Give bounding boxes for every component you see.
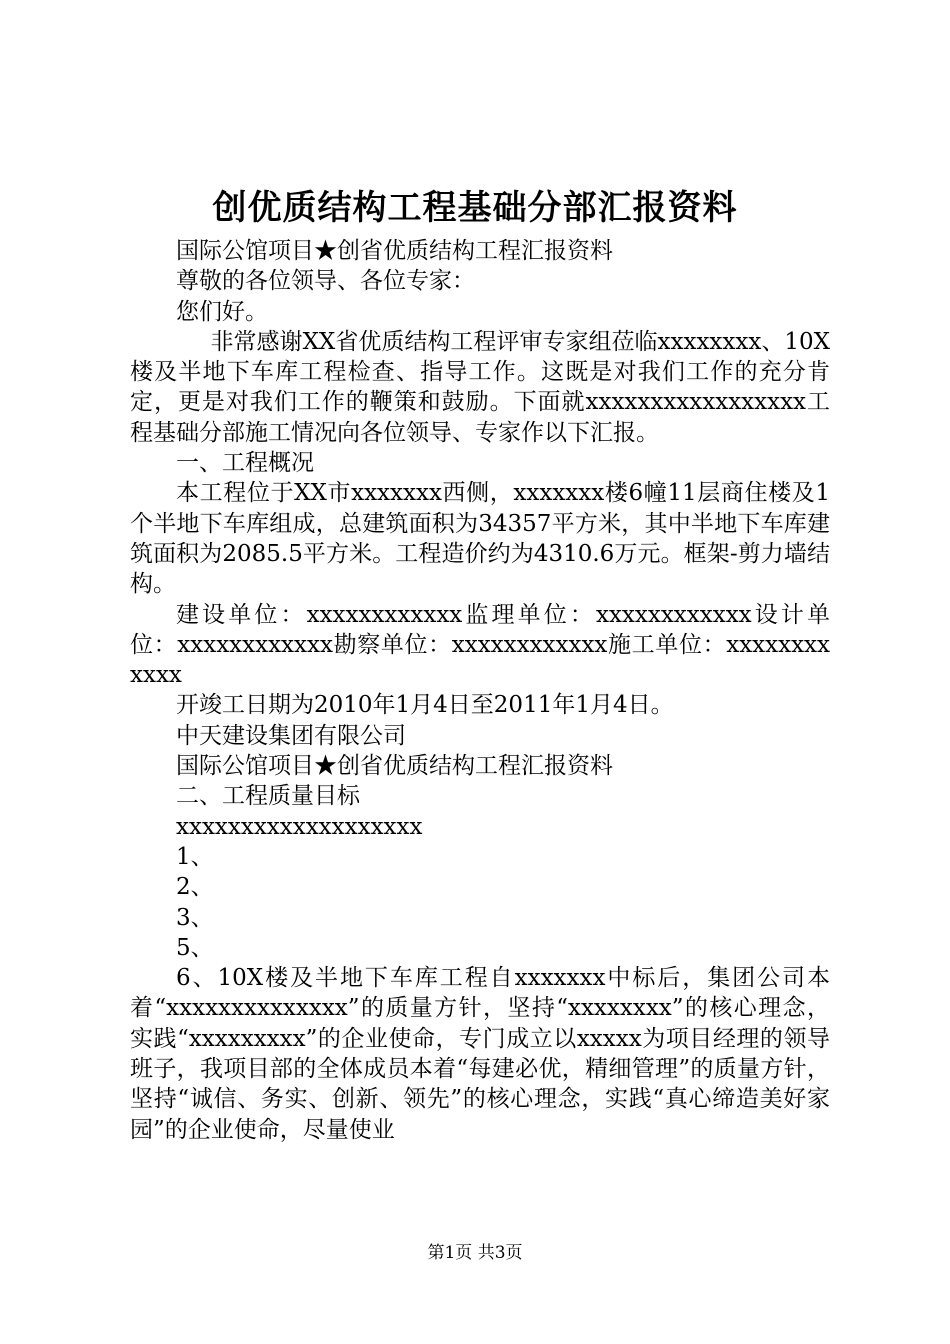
paragraph-quality-target: xxxxxxxxxxxxxxxxxxx: [176, 813, 423, 840]
paragraph-company: 中天建设集团有限公司: [176, 722, 406, 749]
paragraph-overview: 本工程位于XX市xxxxxxx西侧，xxxxxxx楼6幢11层商住楼及1个半地下车库组成，总建筑面积为34357平方米，其中半地下车库建筑面积为2085.5平方米。工程造价约为4310.6万元。框架-剪力墙结构。: [130, 480, 830, 598]
document-title: 创优质结构工程基础分部汇报资料: [212, 188, 738, 228]
list-item-2: 2、: [176, 874, 214, 901]
section-heading-overview: 一、工程概况: [176, 450, 314, 477]
list-item-3: 3、: [176, 904, 214, 931]
list-item-5: 5、: [176, 934, 214, 961]
paragraph-project-heading: 国际公馆项目★创省优质结构工程汇报资料: [176, 238, 613, 264]
paragraph-dates: 开竣工日期为2010年1月4日至2011年1月4日。: [176, 692, 674, 719]
list-item-1: 1、: [176, 843, 214, 870]
paragraph-units: 建设单位：xxxxxxxxxxxx监理单位：xxxxxxxxxxxx设计单位：xxxxxxxxxxxx勘察单位：xxxxxxxxxxxx施工单位：xxxxxxxxxxxx: [130, 601, 830, 689]
section-heading-quality-target: 二、工程质量目标: [176, 783, 360, 810]
paragraph-salutation: 尊敬的各位领导、各位专家：: [176, 268, 475, 295]
page-footer: 第1页 共3页: [427, 1243, 523, 1263]
paragraph-greeting: 您们好。: [176, 298, 268, 325]
document-body: [130, 236, 830, 1145]
list-item-6: 6、10X楼及半地下车库工程自xxxxxxx中标后，集团公司本着“xxxxxxxxxxxxxx”的质量方针，坚持“xxxxxxxx”的核心理念，实践“xxxxxxxxx”的企业使命，专门成立以xxxxx为项目经理的领导班子，我项目部的全体成员本着“每建必优，精细管理”的质量方针，坚持“诚信、务实、创新、领先”的核心理念，实践“真心缔造美好家园”的企业使命，尽量使业: [130, 965, 830, 1143]
paragraph-thanks: 非常感谢XX省优质结构工程评审专家组莅临xxxxxxxx、10X楼及半地下车库工程检查、指导工作。这既是对我们工作的充分肯定，更是对我们工作的鞭策和鼓励。下面就xxxxxxxxxxxxxxxxx工程基础分部施工情况向各位领导、专家作以下汇报。: [130, 328, 830, 446]
paragraph-project-heading-repeat: 国际公馆项目★创省优质结构工程汇报资料: [176, 753, 613, 780]
